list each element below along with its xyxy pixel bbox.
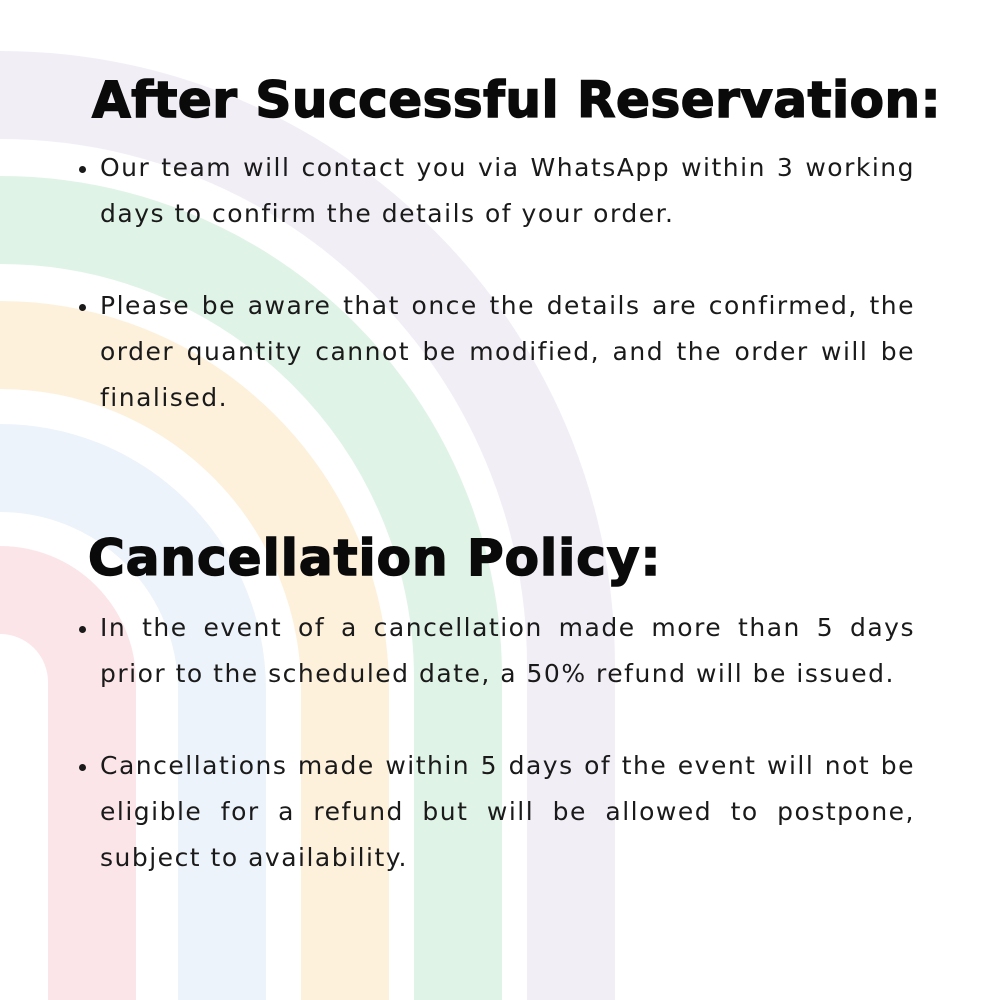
- list-item: Cancellations made within 5 days of the event will not be eligible for a refund but will be allowed to postpone, subject to availability.: [100, 743, 915, 881]
- cancellation-list: [100, 605, 915, 927]
- reservation-heading: After Successful Reservation:: [92, 71, 942, 129]
- list-item: Our team will contact you via WhatsApp within 3 working days to confirm the details of your order.: [100, 145, 915, 237]
- list-item: In the event of a cancellation made more than 5 days prior to the scheduled date, a 50% refund will be issued.: [100, 605, 915, 697]
- reservation-list: [100, 145, 915, 467]
- cancellation-heading: Cancellation Policy:: [88, 529, 662, 587]
- list-item: Please be aware that once the details are confirmed, the order quantity cannot be modified, and the order will be finalised.: [100, 283, 915, 421]
